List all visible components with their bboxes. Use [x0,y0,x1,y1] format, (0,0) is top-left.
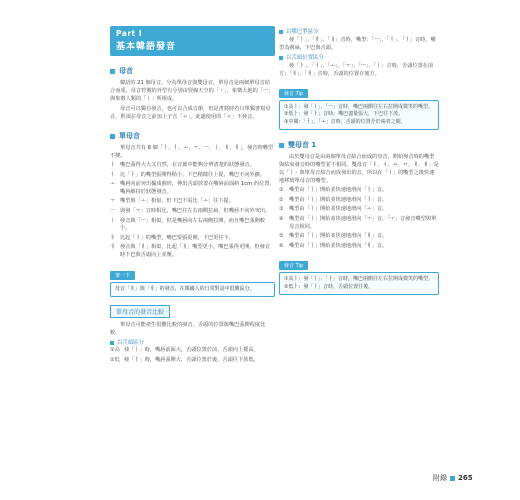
item-text: 嘴型與「ㅗ」相似，但下巴不需比「ㅗ」往下提。 [120,198,234,205]
tip-box [279,100,439,130]
subsection-heading: 單母音的發音比較 [110,305,170,318]
paragraph: 單母音可能產生很難比較的發音，舌頭的位置與嘴巴張開程度比較。 [110,321,266,336]
tip-tag: 發音 Tip [279,261,308,270]
item-marker: ④ [279,216,284,222]
list-item [110,208,275,216]
item-text: 嘴型由「ㅣ」開始並快速地滑向「ㅗ」音。 [289,206,388,213]
part-banner [110,26,275,56]
item-marker: ㅓ [110,171,116,178]
item-text: 嘴型由「ㅣ」開始並快速地滑向「ㅓ」音。 [289,196,388,203]
right-column [279,26,439,295]
paragraph: 發「ㅏ」、「ㅓ」、「ㅗ」、「ㅜ」、「ㅡ」、「ㅣ」音時，舌頭位置在前方；「ㅐ」、「ㅔ」音時，舌頭的位置在後方。 [279,63,434,77]
list-item [279,187,439,195]
page-footer [433,473,473,483]
footer-section: 附錄 [433,474,447,482]
list-item [110,357,275,365]
paragraph: 單母音共有 8 個「ㅏ、ㅓ、ㅗ、ㅜ、ㅡ、ㅣ、ㅐ、ㅔ」，發音時嘴型不變。 [110,145,274,159]
page-number: 265 [458,474,473,482]
bullet-heading [110,339,275,347]
item-text: 嘴型由「ㅣ」開始並快速地滑向「ㅜ」音，「ㅜ」音發音嘴型與單母音相同。 [289,216,437,230]
item-marker: ㅔ [110,244,116,251]
list-item [110,235,275,243]
bullet-heading-text: 以舌頭位置區分 [286,55,324,61]
bullet-icon [110,341,114,345]
paragraph: 母音可以獨自發音，也可以合成音節，但是書寫時若只單獨書寫母音，則須在母音之前加上子音「ㅇ」，此處使用的「ㅇ」不發音。 [110,106,271,120]
item-marker: ① [279,187,284,194]
tip-line: ①高ㅣ：發「ㅣ」、「ㅡ」音時，嘴巴兩側往左右拉開成微笑的嘴型。 [284,104,433,110]
item-text: 嘴型由「ㅣ」開始並快速地滑向「ㅔ」音。 [289,242,388,249]
section-title: 雙母音 1 [288,141,317,150]
part-label: Part I [116,29,143,38]
item-marker: ②低 [110,356,120,363]
tip-line: ②低ㅏ：發「ㅏ」音時，舌頭位置往後。 [284,283,374,290]
item-marker: ㅡ [110,207,116,214]
tip-tag: 發音 Tip [279,89,308,98]
list-item [279,216,439,231]
section-title: 單母音 [119,132,140,140]
item-text: 與發「ㅜ」音時相比，嘴巴往左右兩側拉扁，但嘴唇不向外突出。 [120,207,271,214]
item-marker: ①高 [110,346,120,353]
section-heading-vowels [110,66,275,76]
item-marker: ⑤ [279,233,284,240]
item-text: 比起「ㅏ」的嘴型，嘴巴要張更開，下巴更往下。 [120,234,234,241]
list-item [279,233,439,241]
bullet-heading-text: 以嘴巴型區分 [286,29,319,35]
tip-box [279,272,439,295]
note-text: 母音「ㅐ」與「ㅔ」的發音，在韓國人的日常對話中很難區分。 [115,285,255,292]
note-tag: 筆一下 [110,271,135,280]
list-item [110,162,275,170]
item-marker: ② [279,196,284,203]
tip-line: ②低ㅏ：發「ㅏ」音時，嘴巴盡量張大，下巴往下放。 [284,111,404,118]
item-marker: ⑥ [279,242,284,249]
item-marker: ③ [279,206,284,213]
list-item [110,198,275,206]
part-title: 基本韓語發音 [116,42,177,52]
tip-line: ③中間：「ㅓ」、「ㅗ」音時，舌頭的位置介於兩者之間。 [284,118,406,125]
list-item [279,206,439,214]
footer-separator-icon [450,476,455,481]
section-heading-single-vowels [110,131,275,141]
item-text: 發音與「ㅐ」相似，比起「ㅐ」嘴型更小，嘴巴張得更開，但發音時下巴與舌頭向上並壓。 [120,244,271,258]
list-item [279,243,439,251]
bullet-icon [279,56,283,60]
item-marker: ㅜ [110,198,116,205]
list-item [110,244,275,259]
tip-line: ①高ㅣ：發「ㅣ」、「ㅏ」音時，嘴巴兩側往左右拉開成微笑的嘴型。 [284,276,433,283]
bullet-heading-text: 以舌頭區分 [117,339,144,346]
item-marker: ㅐ [110,234,116,241]
list-item [110,181,275,196]
item-text: 嘴型由「ㅣ」開始並快速地滑向「ㅐ」音。 [289,233,388,240]
list-item [110,347,275,355]
item-text: 嘴唇向前突出撮成圓形，伸出舌頭放置在嘴唇前面約 1cm 的位置，嘴唇維持於狀態發音。 [120,181,275,195]
bullet-heading [279,54,439,62]
item-marker: ㅣ [110,217,116,224]
section-marker-icon [110,134,115,139]
item-text: 發「ㅣ」時，嘴唇前面大，舌頭位置於前，舌頭向上擡高。 [124,346,259,353]
list-item [110,172,275,180]
item-marker: ㅗ [110,181,116,188]
vowel-list [110,162,275,260]
paragraph: 韓語的 21 個母音，分為單母音與雙母音。單母音是兩個單母音結合而成。母音符號的外型有分別由豎線天空的「・」、象徵大地的「ㅡ」與象徵人類的「ㅣ」所組成。 [110,80,274,102]
item-text: 發音與「ㅡ」相似，但是嘴唇向左右兩側拉開，而且嘴巴張開較小。 [120,217,266,232]
list-item [279,197,439,205]
section-marker-icon [110,69,115,74]
note-box [110,282,275,297]
paragraph: 發「ㅣ」、「ㅔ」、「ㅐ」音時，嘴型：「ㅡ」、「ㅓ」、「ㅏ」音時，嘴型為圓扁，下巴與舌頭。 [279,37,436,51]
left-column [110,26,275,366]
paragraph: 由於雙母音是由兩個單母音結合而成的母音，開始發音時的嘴型與結束發音時的嘴型並不相同。雙母音「ㅑ、ㅕ、ㅛ、ㅠ、ㅒ、ㅖ」是以「ㅣ」與單母音結合而成發出的音，所以在「ㅣ」的嘴型之後快速地移到單母音的嘴型。 [279,154,439,185]
section-title: 母音 [119,67,133,75]
item-text: 嘴巴張得大大又自然，在音節中能夠分辨清楚的狀態發音。 [120,162,255,168]
item-marker: ㅏ [110,162,116,168]
item-text: 比「ㅏ」的嘴型張開得稍小，下巴稍微往上提，嘴巴不向外擴。 [120,171,266,178]
list-item [110,218,275,233]
bullet-icon [279,30,283,34]
item-text: 發「ㅏ」時，嘴唇張開大，舌頭位置於後，舌頭往下放低。 [124,356,259,363]
section-marker-icon [279,143,284,148]
item-text: 嘴型由「ㅣ」開始並快速地滑向「ㅏ」音。 [289,187,388,194]
section-heading-diphthongs [279,140,439,150]
diphthong-list [279,187,439,250]
bullet-heading [279,28,439,36]
